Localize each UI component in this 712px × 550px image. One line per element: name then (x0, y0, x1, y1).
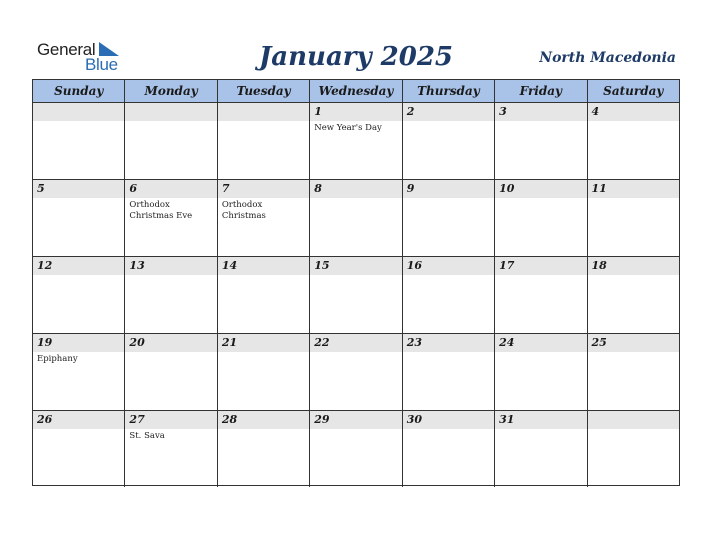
day-number: 30 (406, 413, 422, 426)
country-name: North Macedonia (539, 50, 676, 66)
day-number-band (218, 180, 309, 198)
weekday-monday: Monday (125, 80, 217, 102)
day-number: 6 (129, 182, 138, 195)
day-cell (403, 180, 495, 256)
week-row (33, 103, 679, 180)
day-number: 10 (499, 182, 515, 195)
day-number-band (403, 180, 494, 198)
day-cell (588, 257, 679, 333)
day-number: 13 (129, 259, 145, 272)
day-number: 1 (314, 105, 322, 118)
logo-text-blue: Blue (85, 55, 118, 74)
day-cell (403, 334, 495, 410)
day-number: 18 (591, 259, 607, 272)
day-cell (310, 411, 402, 487)
day-number: 8 (314, 182, 322, 195)
day-cell (218, 103, 310, 179)
day-cell (588, 180, 679, 256)
day-number: 3 (499, 105, 507, 118)
day-cell (125, 411, 217, 487)
day-number: 15 (314, 259, 330, 272)
day-cell (403, 411, 495, 487)
day-number-band (403, 103, 494, 121)
day-cell (588, 103, 679, 179)
day-number: 11 (591, 182, 607, 195)
day-cell (218, 180, 310, 256)
weekday-sunday: Sunday (33, 80, 125, 102)
weekday-friday: Friday (495, 80, 587, 102)
day-cell (33, 411, 125, 487)
day-cell (310, 103, 402, 179)
day-number-band (588, 103, 679, 121)
day-cell (33, 257, 125, 333)
day-number: 12 (37, 259, 53, 272)
day-cell (310, 334, 402, 410)
day-number: 31 (499, 413, 515, 426)
day-number-band (310, 180, 401, 198)
day-number: 5 (37, 182, 45, 195)
day-cell (588, 334, 679, 410)
day-cell (218, 257, 310, 333)
logo-text-general: General (37, 40, 96, 59)
day-cell (495, 180, 587, 256)
day-cell (403, 103, 495, 179)
day-number: 7 (221, 182, 230, 195)
day-cell (218, 334, 310, 410)
holiday-label: Orthodox Christmas (221, 200, 266, 221)
day-number: 28 (221, 413, 238, 426)
holiday-label: Orthodox Christmas Eve (129, 200, 193, 221)
weekday-tuesday: Tuesday (218, 80, 310, 102)
holiday-label: New Year's Day (314, 123, 382, 133)
day-number: 2 (406, 105, 415, 118)
day-cell (125, 180, 217, 256)
day-number-band (588, 411, 679, 429)
day-number: 23 (406, 336, 422, 349)
holiday-label: Epiphany (37, 354, 78, 364)
day-number: 25 (591, 336, 607, 349)
day-cell (125, 257, 217, 333)
day-cell (125, 334, 217, 410)
day-number-band (33, 103, 124, 121)
day-cell (495, 411, 587, 487)
day-number-band (125, 103, 216, 121)
day-cell (33, 334, 125, 410)
day-cell (218, 411, 310, 487)
day-number: 14 (221, 259, 238, 272)
day-cell (310, 257, 402, 333)
week-row (33, 334, 679, 411)
weekday-header-row (33, 80, 679, 103)
day-cell (310, 180, 402, 256)
weeks-container (33, 103, 679, 487)
calendar-grid (32, 79, 680, 486)
day-number: 20 (129, 336, 145, 349)
day-number: 9 (406, 182, 415, 195)
day-number: 22 (314, 336, 330, 349)
week-row (33, 180, 679, 257)
day-number: 4 (591, 105, 600, 118)
day-number: 29 (314, 413, 330, 426)
day-cell (495, 103, 587, 179)
day-number: 19 (37, 336, 53, 349)
day-cell (588, 411, 679, 487)
day-number-band (218, 103, 309, 121)
day-number: 24 (499, 336, 515, 349)
day-cell (33, 180, 125, 256)
weekday-saturday: Saturday (603, 84, 664, 98)
calendar-title: January 2025 (258, 42, 454, 72)
day-number: 17 (499, 259, 515, 272)
week-row (33, 257, 679, 334)
weekday-thursday: Thursday (403, 80, 495, 102)
holiday-label: St. Sava (129, 431, 165, 441)
day-cell (403, 257, 495, 333)
day-cell (495, 334, 587, 410)
day-number-band (125, 180, 216, 198)
day-cell (495, 257, 587, 333)
day-number-band (495, 103, 586, 121)
day-number: 16 (406, 259, 422, 272)
day-number-band (310, 103, 401, 121)
day-number: 27 (129, 413, 145, 426)
weekday-wednesday: Wednesday (310, 80, 402, 102)
week-row (33, 411, 679, 487)
day-cell (125, 103, 217, 179)
day-number: 21 (221, 336, 238, 349)
day-number-band (33, 180, 124, 198)
day-cell (33, 103, 125, 179)
day-number: 26 (37, 413, 53, 426)
